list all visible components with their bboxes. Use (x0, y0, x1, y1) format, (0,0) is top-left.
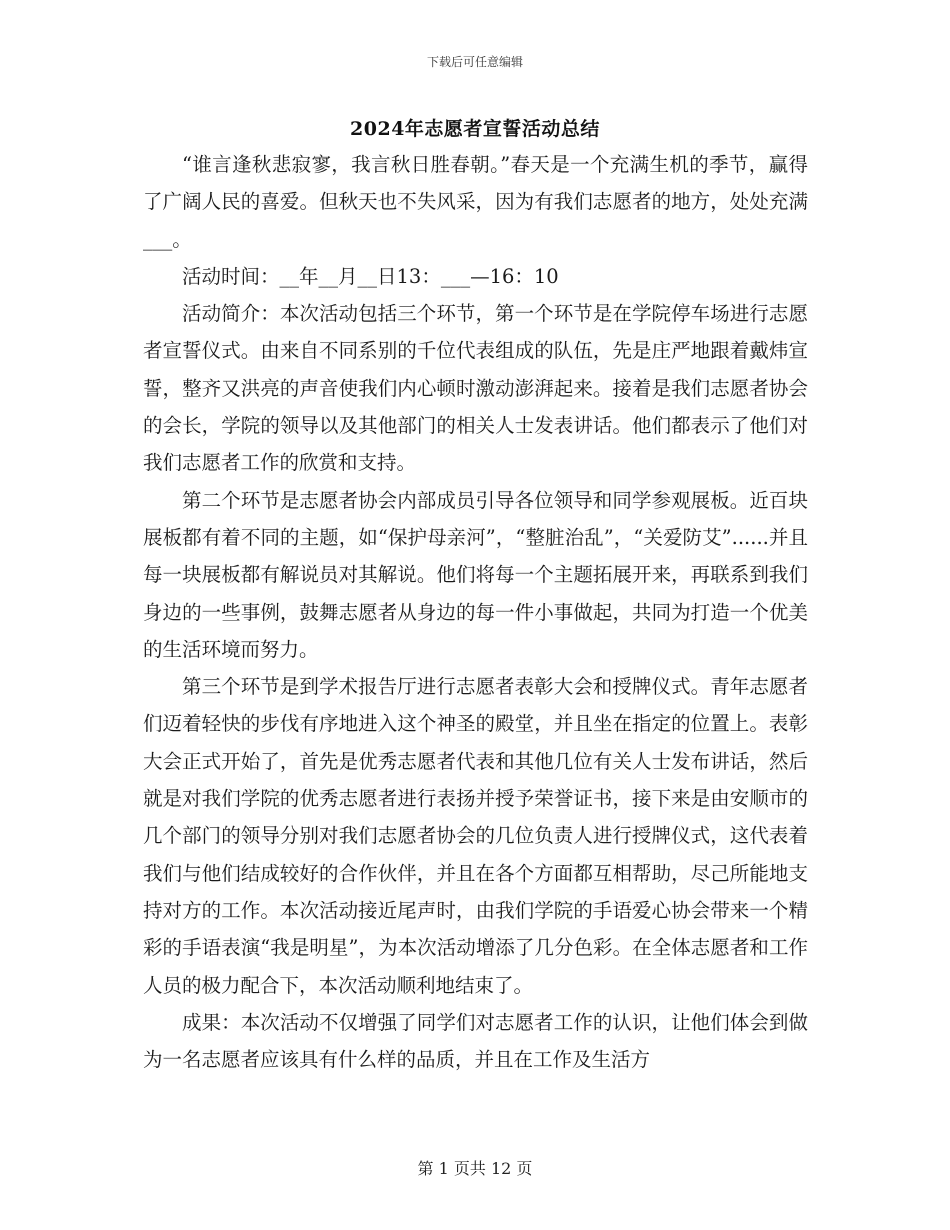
paragraph-third-segment: 第三个环节是到学术报告厅进行志愿者表彰大会和授牌仪式。青年志愿者们迈着轻快的步伐有序地进入这个神圣的殿堂，并且坐在指定的位置上。表彰大会正式开始了，首先是优秀志愿者代表和其他几位有关人士发布讲话，然后就是对我们学院的优秀志愿者进行表扬并授予荣誉证书，接下来是由安顺市的几个部门的领导分别对我们志愿者协会的几位负责人进行授牌仪式，这代表着我们与他们结成较好的合作伙伴，并且在各个方面都互相帮助，尽己所能地支持对方的工作。本次活动接近尾声时，由我们学院的手语爱心协会带来一个精彩的手语表演“我是明星”，为本次活动增添了几分色彩。在全体志愿者和工作人员的极力配合下，本次活动顺利地结束了。 (143, 675, 808, 997)
page-number-footer: 第 1 页共 12 页 (417, 1159, 533, 1178)
document-title: 2024年志愿者宣誓活动总结 (350, 118, 600, 140)
page-header-note: 下载后可任意编辑 (426, 55, 523, 69)
document-body (143, 146, 808, 1078)
paragraph-results: 成果：本次活动不仅增强了同学们对志愿者工作的认识，让他们体会到做为一名志愿者应该具有什么样的品质，并且在工作及生活方 (143, 1010, 808, 1072)
paragraph-second-segment: 第二个环节是志愿者协会内部成员引导各位领导和同学参观展板。近百块展板都有着不同的主题，如“保护母亲河”，“整脏治乱”，“关爱防艾”......并且每一块展板都有解说员对其解说。他们将每一个主题拓展开来，再联系到我们身边的一些事例，鼓舞志愿者从身边的每一件小事做起，共同为打造一个优美的生活环境而努力。 (143, 488, 808, 661)
paragraph-activity-summary: 活动简介：本次活动包括三个环节，第一个环节是在学院停车场进行志愿者宣誓仪式。由来自不同系别的千位代表组成的队伍，先是庄严地跟着戴炜宣誓，整齐又洪亮的声音使我们内心顿时激动澎湃起来。接着是我们志愿者协会的会长，学院的领导以及其他部门的相关人士发表讲话。他们都表示了他们对我们志愿者工作的欣赏和支持。 (143, 302, 808, 475)
paragraph-intro: “谁言逢秋悲寂寥，我言秋日胜春朝。”春天是一个充满生机的季节，赢得了广阔人民的喜爱。但秋天也不失风采，因为有我们志愿者的地方，处处充满___。 (143, 153, 808, 251)
paragraph-activity-time: 活动时间：__年__月__日13：___—16：10 (182, 264, 559, 288)
